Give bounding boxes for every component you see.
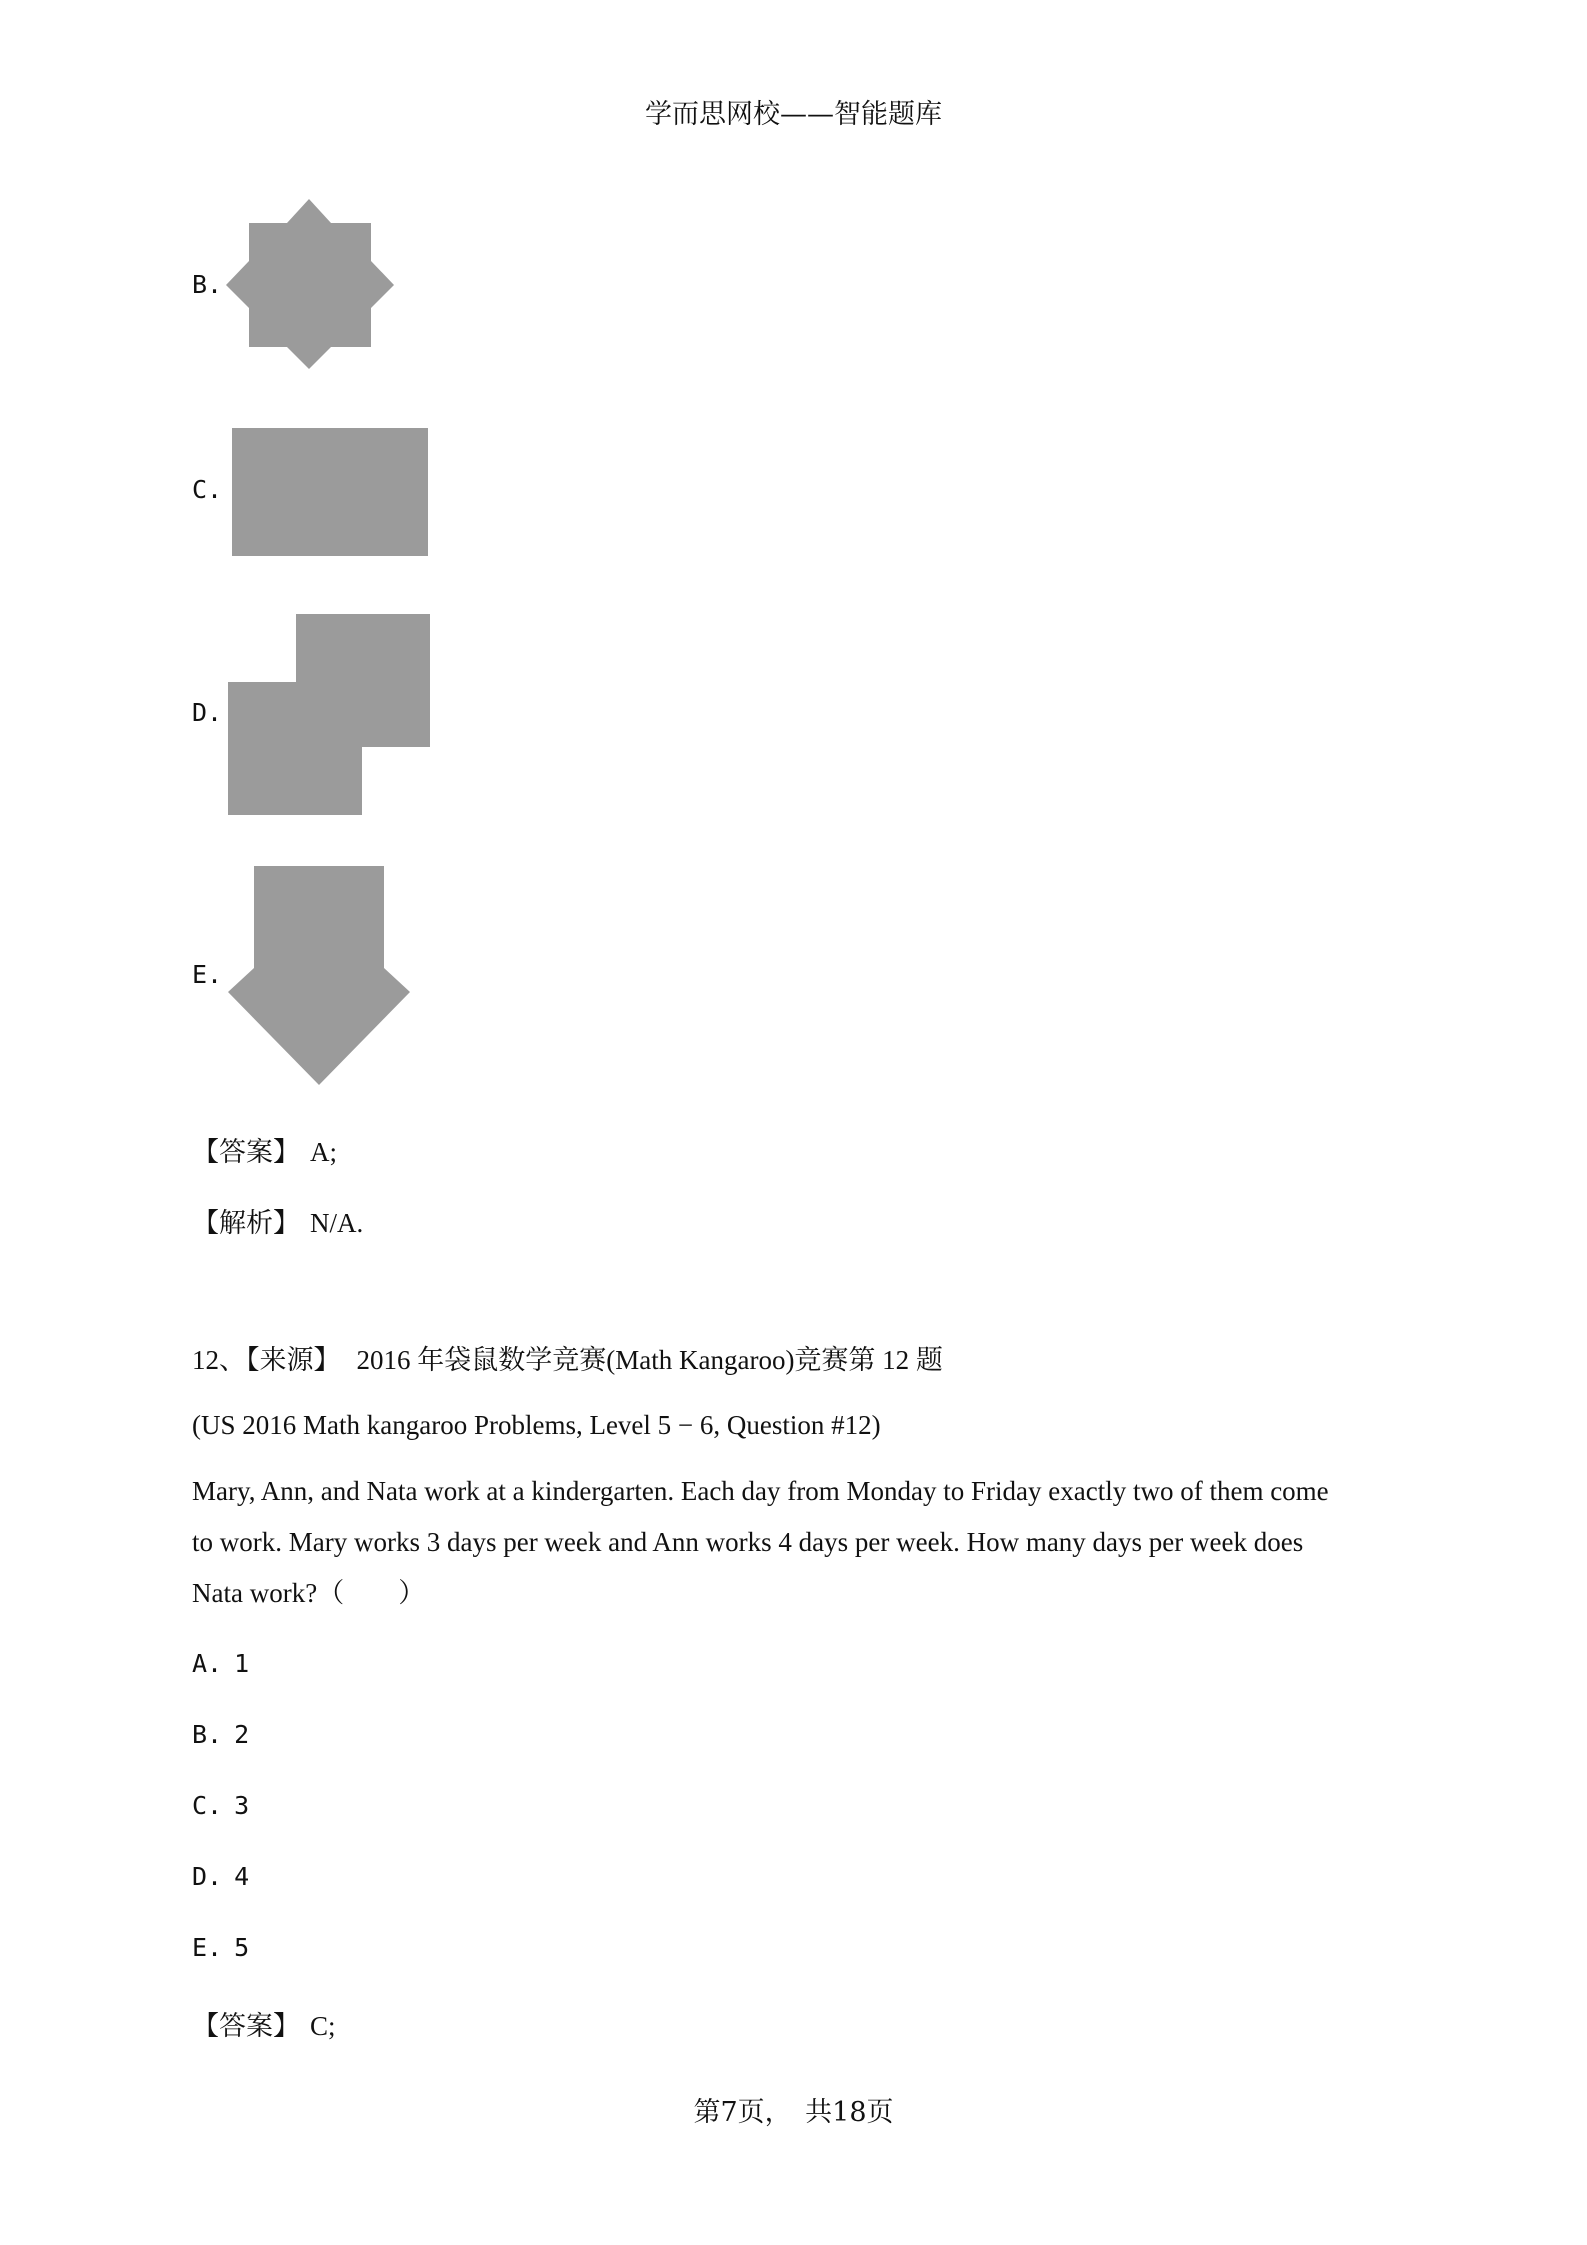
question-body-line: to work. Mary works 3 days per week and Ann works 4 days per week. How many days per week does [192,1527,1304,1557]
analysis-value: N/A. [310,1208,364,1238]
prev-analysis-line [192,1201,363,1240]
source-tag: 【来源】 [246,1345,341,1375]
question-body-line: Nata work?（ ） [192,1578,426,1608]
overlapping-squares-figure [228,614,432,818]
question-body [192,1466,1329,1619]
choice-label: C. [192,1791,223,1820]
answer-value: A; [310,1137,337,1167]
option-e-label: E. [192,960,223,989]
choice-c [192,1790,249,1821]
choice-value: 5 [234,1933,250,1962]
source-text: 2016 年袋鼠数学竞赛(Math Kangaroo)竞赛第 12 题 [356,1345,943,1375]
page-header-title: 学而思网校——智能题库 [645,99,942,130]
choice-label: B. [192,1720,223,1749]
choice-value: 4 [234,1862,250,1891]
choice-label: D. [192,1862,223,1891]
choice-d [192,1861,249,1892]
choice-value: 3 [234,1791,250,1820]
question-answer-line [192,2004,336,2043]
question-body-line: Mary, Ann, and Nata work at a kindergarten. Each day from Monday to Friday exactly two of them come [192,1476,1329,1506]
choice-e [192,1932,249,1963]
prev-answer-line [192,1130,337,1169]
rectangle-figure [232,428,430,558]
answer-tag: 【答案】 [192,1137,300,1167]
choice-b [192,1719,249,1750]
option-c-label: C. [192,475,223,504]
choice-value: 2 [234,1720,250,1749]
choice-value: 1 [234,1649,250,1678]
answer-tag: 【答案】 [192,2011,300,2041]
down-arrow-figure [226,866,412,1088]
question-subtitle: (US 2016 Math kangaroo Problems, Level 5 − 6, Question #12) [192,1410,881,1440]
answer-value: C; [310,2011,336,2041]
choice-a [192,1648,249,1679]
eight-point-star-figure [220,195,400,375]
question-source-line [192,1338,943,1377]
choice-label: E. [192,1933,223,1962]
option-b-label: B. [192,270,223,299]
choice-label: A. [192,1649,223,1678]
option-d-label: D. [192,698,223,727]
question-number: 12、 [192,1345,246,1375]
analysis-tag: 【解析】 [192,1208,300,1238]
page-footer-number: 第7页， 共18页 [693,2097,894,2128]
